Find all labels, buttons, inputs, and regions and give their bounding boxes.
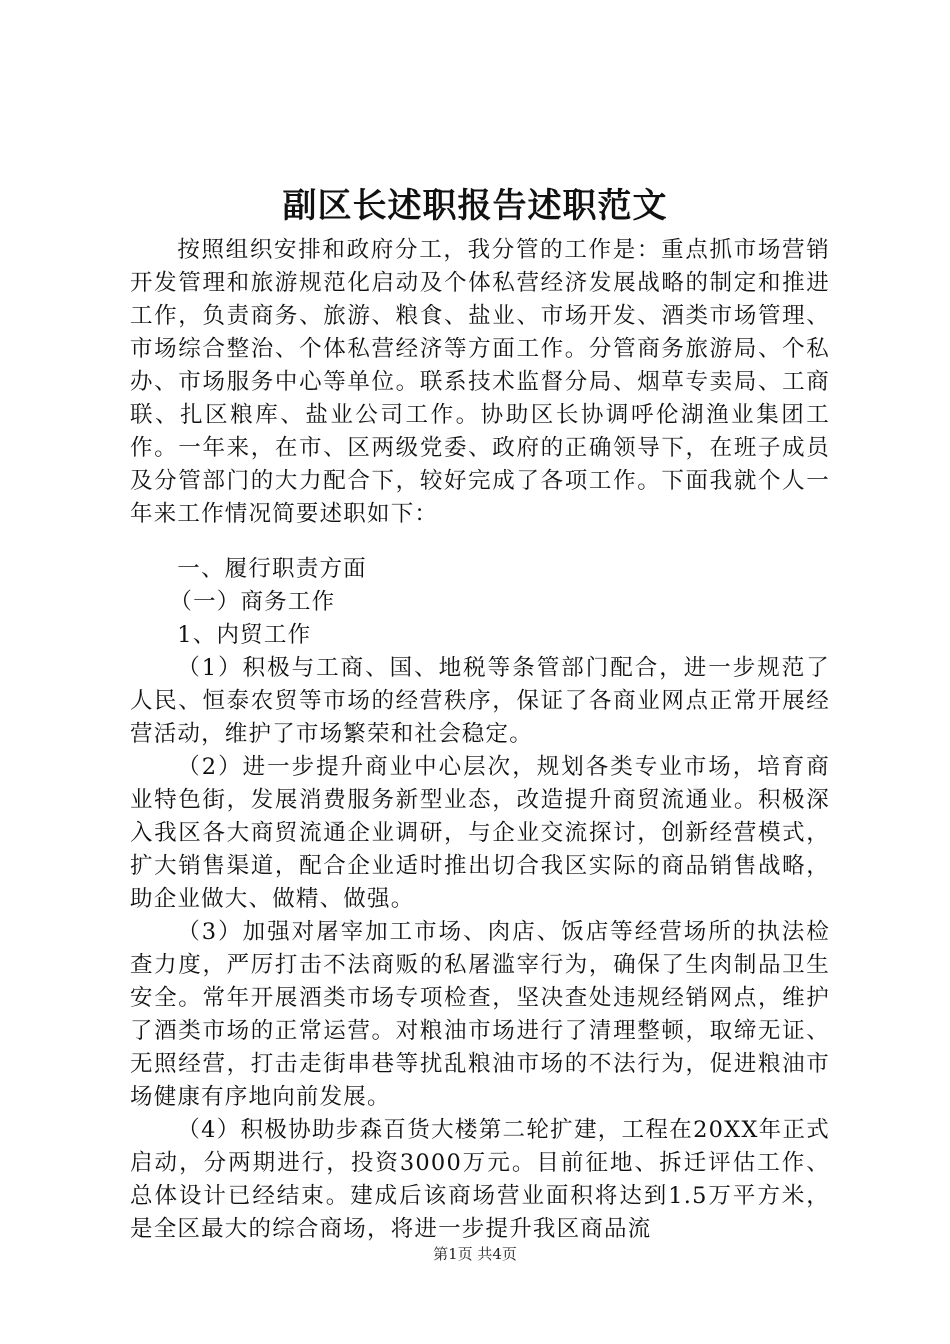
item-heading: 1、内贸工作 [177, 622, 312, 648]
section-heading: 一、履行职责方面 [177, 556, 367, 582]
body-paragraph-1: （1）积极与工商、国、地税等条管部门配合，进一步规范了人民、恒泰农贸等市场的经营秩序，保证了各商业网点正常开展经营活动，维护了市场繁荣和社会稳定。 [130, 655, 830, 747]
body-paragraph-4: （4）积极协助步森百货大楼第二轮扩建，工程在20XX年正式启动，分两期进行，投资3000万元。目前征地、拆迁评估工作、总体设计已经结束。建成后该商场营业面积将达到1.5万平方米，是全区最大的综合商场，将进一步提升我区商品流 [130, 1117, 830, 1242]
subsection-heading: （一）商务工作 [169, 589, 336, 615]
document-title: 副区长述职报告述职范文 [282, 186, 668, 226]
document-body [130, 234, 830, 1246]
page-footer: 第1页 共4页 [433, 1245, 517, 1263]
intro-paragraph: 按照组织安排和政府分工，我分管的工作是：重点抓市场营销开发管理和旅游规范化启动及个体私营经济发展战略的制定和推进工作，负责商务、旅游、粮食、盐业、市场开发、酒类市场管理、市场综合整治、个体私营经济等方面工作。分管商务旅游局、个私办、市场服务中心等单位。联系技术监督分局、烟草专卖局、工商联、扎区粮库、盐业公司工作。协助区长协调呼伦湖渔业集团工作。一年来，在市、区两级党委、政府的正确领导下，在班子成员及分管部门的大力配合下，较好完成了各项工作。下面我就个人一年来工作情况简要述职如下： [130, 237, 830, 527]
body-paragraph-3: （3）加强对屠宰加工市场、肉店、饭店等经营场所的执法检查力度，严厉打击不法商贩的私屠滥宰行为，确保了生肉制品卫生安全。常年开展酒类市场专项检查，坚决查处违规经销网点，维护了酒类市场的正常运营。对粮油市场进行了清理整顿，取缔无证、无照经营，打击走街串巷等扰乱粮油市场的不法行为，促进粮油市场健康有序地向前发展。 [130, 919, 830, 1110]
body-paragraph-2: （2）进一步提升商业中心层次，规划各类专业市场，培育商业特色街，发展消费服务新型业态，改造提升商贸流通业。积极深入我区各大商贸流通企业调研，与企业交流探讨，创新经营模式，扩大销售渠道，配合企业适时推出切合我区实际的商品销售战略，助企业做大、做精、做强。 [130, 754, 830, 912]
